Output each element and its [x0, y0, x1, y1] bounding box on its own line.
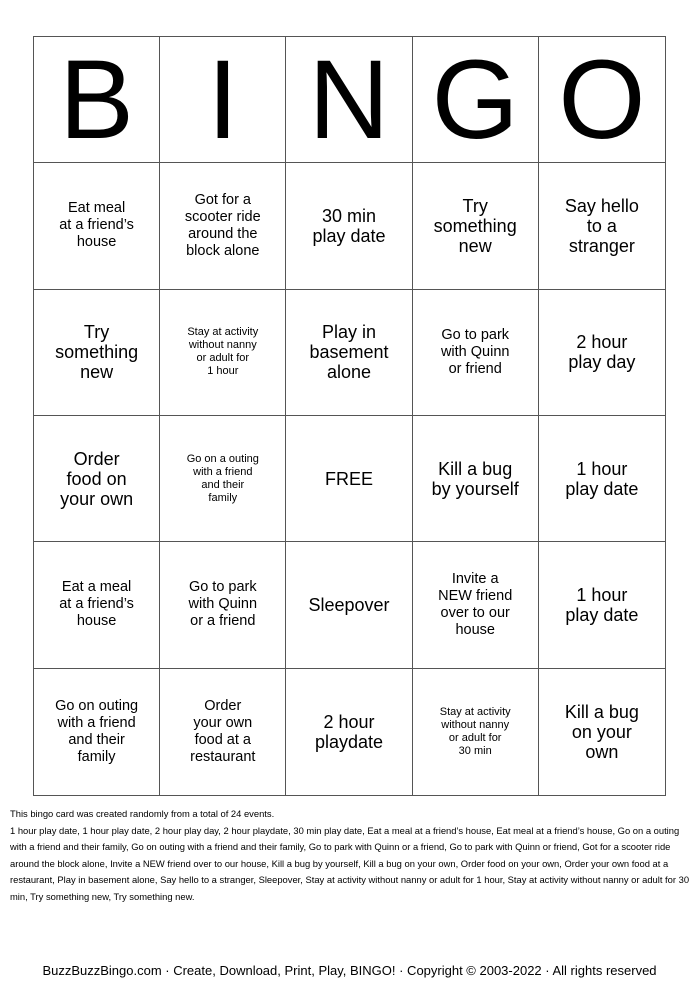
header-letter: G	[413, 37, 539, 163]
bingo-cell: Go on a outing with a friend and their family	[160, 416, 286, 542]
bingo-cell: 2 hour play day	[539, 290, 665, 416]
bingo-cell: Order your own food at a restaurant	[160, 669, 286, 795]
bingo-cell: Try something new	[34, 290, 160, 416]
bingo-cell: Kill a bug on your own	[564, 701, 639, 762]
bingo-cell: Kill a bug by yourself	[413, 416, 539, 542]
footer: BuzzBuzzBingo.com · Create, Download, Print, Play, BINGO! · Copyright © 2003-2022 · All rights reserved	[42, 963, 657, 978]
bingo-cell: Sleepover	[286, 542, 412, 668]
bingo-cell: 30 min play date	[286, 163, 412, 289]
header-letter: N	[286, 37, 412, 163]
card-summary: This bingo card was created randomly from a total of 24 events.	[10, 808, 275, 819]
bingo-cell: 2 hour playdate	[286, 669, 412, 795]
bingo-cell: 1 hour play date	[539, 416, 665, 542]
header-letter: O	[539, 37, 665, 163]
bingo-cell: Go to park with Quinn or a friend	[160, 542, 286, 668]
bingo-cell: Go on outing with a friend and their family	[34, 669, 160, 795]
bingo-cell: Stay at activity without nanny or adult for 30 min	[413, 669, 539, 795]
bingo-cell: Order food on your own	[34, 416, 160, 542]
bingo-cell: Say hello to a stranger	[539, 163, 665, 289]
bingo-card	[33, 36, 666, 796]
bingo-cell: Eat a meal at a friend’s house	[34, 542, 160, 668]
event-list: 1 hour play date, 1 hour play date, 2 hour play day, 2 hour playdate, 30 min play date, Eat a meal at a friend’s house, Eat meal at a friend’s house, Go on a outing with a friend and their family, Go on outing with a friend and their family, Go to park with Quinn or a friend, Go to park with Quinn or friend, Got for a scooter ride around the block alone, Invite a NEW friend over to our house, Kill a bug by yourself, Kill a bug on your own, Order food on your own, Order your own food at a restaurant, Play in basement alone, Say hello to a stranger, Sleepover, Stay at activity without nanny or adult for 1 hour, Stay at activity without nanny or adult for 30 min, Try something new, Try something new.	[10, 824, 690, 902]
bingo-cell: 1 hour play date	[539, 542, 665, 668]
bingo-cell: Invite a NEW friend over to our house	[413, 542, 539, 668]
bingo-cell: Eat meal at a friend’s house	[34, 163, 160, 289]
bingo-cell: Stay at activity without nanny or adult for 1 hour	[160, 290, 286, 416]
bingo-cell: Go to park with Quinn or friend	[413, 290, 539, 416]
bingo-cell: Got for a scooter ride around the block alone	[160, 163, 286, 289]
card-info	[10, 806, 690, 905]
header-letter: I	[160, 37, 286, 163]
free-space: FREE	[286, 416, 412, 542]
header-letter: B	[34, 37, 160, 163]
bingo-cell: Play in basement alone	[286, 290, 412, 416]
bingo-cell: Try something new	[413, 163, 539, 289]
